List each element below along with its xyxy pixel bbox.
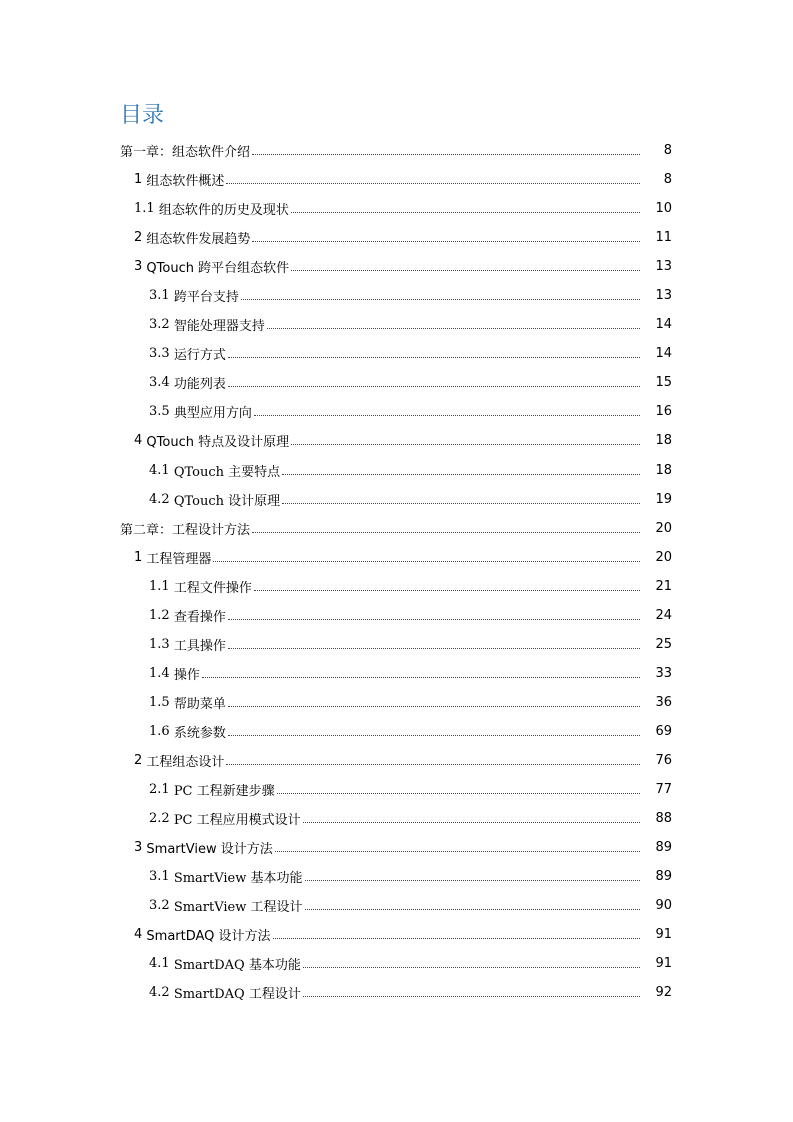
toc-entry-number: 1.5: [149, 694, 174, 710]
toc-entry-number: 3: [134, 259, 147, 275]
toc-entry-page-number[interactable]: 18: [655, 433, 672, 449]
toc-entry[interactable]: [0, 281, 793, 310]
toc-entry-page-number[interactable]: 77: [655, 782, 672, 798]
toc-entry-page-number[interactable]: 16: [655, 404, 672, 420]
toc-entry[interactable]: [0, 426, 793, 455]
toc-entry[interactable]: [0, 572, 793, 601]
toc-entry-page-number[interactable]: 89: [655, 840, 672, 856]
toc-entry-number: 1: [134, 172, 147, 188]
toc-entry-number: 1.1: [134, 201, 159, 217]
dot-leader: [273, 938, 640, 939]
toc-entry-number: 1: [134, 549, 147, 565]
toc-entry-page-number[interactable]: 92: [655, 985, 672, 1001]
dot-leader: [228, 619, 640, 620]
toc-entry[interactable]: [0, 601, 793, 630]
toc-entry[interactable]: [0, 688, 793, 717]
toc-entry-number: 3.1: [149, 869, 174, 885]
toc-entry-label[interactable]: 第二章：工程设计方法: [120, 522, 251, 538]
toc-entry[interactable]: [0, 368, 793, 397]
toc-title: 目录: [120, 103, 165, 128]
toc-entry-number: 1.6: [149, 723, 174, 739]
dot-leader: [228, 706, 640, 707]
toc-entry[interactable]: [0, 833, 793, 862]
dot-leader: [275, 851, 640, 852]
toc-entry-page-number[interactable]: 76: [655, 753, 672, 768]
toc-entry-number: 1.2: [149, 607, 174, 623]
toc-entry-label[interactable]: 运行方式: [173, 348, 226, 364]
dot-leader: [228, 386, 640, 387]
toc-entry-page-number[interactable]: 88: [655, 811, 672, 827]
toc-entry-number: 1.4: [149, 665, 174, 681]
toc-entry-label[interactable]: SmartDAQ 设计方法: [146, 929, 271, 945]
toc-entry-label[interactable]: 智能处理器支持: [173, 319, 265, 335]
toc-entry[interactable]: [0, 891, 793, 920]
toc-entry[interactable]: [0, 659, 793, 688]
toc-entry[interactable]: [0, 746, 793, 775]
toc-entry-page-number[interactable]: 14: [655, 317, 672, 333]
toc-entry-label[interactable]: 组态软件发展趋势: [146, 232, 251, 248]
toc-entry-page-number[interactable]: 24: [655, 607, 672, 623]
toc-entry[interactable]: [0, 485, 793, 514]
dot-leader: [277, 793, 640, 794]
toc-entry-number: 4.1: [149, 956, 174, 972]
toc-entry-label[interactable]: 工程管理器: [146, 551, 212, 567]
toc-entry-number: 3.4: [149, 375, 174, 391]
dot-leader: [226, 183, 640, 184]
toc-entry[interactable]: [0, 252, 793, 281]
toc-entry[interactable]: [0, 804, 793, 833]
toc-entry-label[interactable]: 操作: [173, 667, 200, 683]
toc-entry-number: 3.3: [149, 346, 174, 362]
toc-entry-page-number[interactable]: 20: [655, 520, 672, 536]
dot-leader: [282, 503, 640, 504]
toc-entry-number: 2.1: [149, 782, 174, 798]
toc-entry-label[interactable]: 工具操作: [173, 638, 226, 654]
toc-entry-label[interactable]: 系统参数: [173, 725, 226, 741]
toc-entry-number: 4.2: [149, 985, 174, 1001]
toc-entry-label[interactable]: 工程组态设计: [146, 755, 225, 770]
toc-entry-page-number[interactable]: 91: [655, 927, 672, 943]
toc-entry-page-number[interactable]: 20: [655, 549, 672, 565]
dot-leader: [303, 967, 640, 968]
toc-entry-page-number[interactable]: 18: [655, 462, 672, 478]
dot-leader: [202, 677, 640, 678]
dot-leader: [228, 357, 640, 358]
toc-entry-label[interactable]: QTouch 设计原理: [173, 493, 281, 509]
toc-entry-label[interactable]: 第一章：组态软件介绍: [120, 145, 251, 161]
toc-entry-label[interactable]: SmartView 基本功能: [173, 871, 303, 887]
toc-entry-page-number[interactable]: 69: [655, 723, 672, 739]
toc-entry-label[interactable]: 功能列表: [173, 377, 226, 393]
toc-entry-number: 1.3: [149, 636, 174, 652]
toc-entry-label[interactable]: SmartDAQ 工程设计: [173, 987, 301, 1003]
dot-leader: [303, 996, 640, 997]
toc-entry[interactable]: [0, 630, 793, 659]
toc-entry-page-number[interactable]: 14: [655, 346, 672, 362]
toc-entry-label[interactable]: QTouch 主要特点: [173, 464, 281, 480]
toc-entry-label[interactable]: SmartView 工程设计: [173, 900, 303, 916]
toc-entry[interactable]: [0, 543, 793, 572]
toc-entry[interactable]: [0, 194, 793, 223]
toc-entry-page-number[interactable]: 11: [655, 230, 672, 246]
toc-entry[interactable]: [0, 223, 793, 252]
toc-entry-page-number[interactable]: 19: [655, 491, 672, 507]
dot-leader: [228, 735, 640, 736]
toc-entry[interactable]: [0, 456, 793, 485]
dot-leader: [213, 561, 640, 562]
toc-entry[interactable]: [0, 949, 793, 978]
toc-entry-page-number[interactable]: 13: [655, 259, 672, 275]
toc-entry-number: 3: [134, 840, 147, 856]
dot-leader: [291, 444, 640, 445]
dot-leader: [303, 822, 640, 823]
toc-entry[interactable]: [0, 862, 793, 891]
toc-entry-number: 2: [134, 753, 147, 768]
dot-leader: [254, 590, 640, 591]
toc-entry-number: 1.1: [149, 578, 174, 594]
toc-entry-label[interactable]: QTouch 跨平台组态软件: [146, 261, 290, 277]
toc-entry-label[interactable]: SmartDAQ 基本功能: [173, 958, 301, 974]
toc-entry[interactable]: [0, 775, 793, 804]
toc-entry-number: 4: [134, 433, 147, 449]
toc-entry-label[interactable]: SmartView 设计方法: [146, 842, 273, 858]
toc-entry-page-number[interactable]: 33: [655, 665, 672, 681]
toc-entry-label[interactable]: 工程文件操作: [173, 580, 252, 596]
dot-leader: [228, 648, 640, 649]
toc-entry[interactable]: [0, 397, 793, 426]
toc-entry-number: 3.5: [149, 404, 174, 420]
toc-entry-page-number[interactable]: 36: [655, 694, 672, 710]
toc-entry-number: 3.2: [149, 898, 174, 914]
dot-leader: [291, 270, 640, 271]
toc-entry-page-number[interactable]: 89: [655, 869, 672, 885]
toc-entry[interactable]: [0, 717, 793, 746]
toc-entry-label[interactable]: PC 工程应用模式设计: [173, 813, 301, 829]
toc-entry-number: 4.1: [149, 462, 174, 478]
toc-entry-label[interactable]: PC 工程新建步骤: [173, 784, 275, 800]
toc-entry-number: 2.2: [149, 811, 174, 827]
toc-entry-label[interactable]: 帮助菜单: [173, 696, 226, 712]
dot-leader: [305, 909, 640, 910]
toc-entry-page-number[interactable]: 10: [655, 201, 672, 217]
toc-entry-label[interactable]: 典型应用方向: [173, 406, 252, 422]
toc-entry[interactable]: [0, 514, 793, 543]
toc-entry-page-number[interactable]: 8: [663, 143, 672, 159]
toc-entry-number: 4: [134, 927, 147, 943]
toc-entry[interactable]: [0, 920, 793, 949]
toc-entry-label[interactable]: 组态软件概述: [146, 174, 225, 190]
toc-entry-number: 3.1: [149, 288, 174, 304]
toc-entry-label[interactable]: QTouch 特点及设计原理: [146, 435, 290, 451]
toc-entry-page-number[interactable]: 13: [655, 288, 672, 304]
toc-entry-page-number[interactable]: 15: [655, 375, 672, 391]
toc-entry-page-number[interactable]: 8: [663, 172, 672, 188]
dot-leader: [267, 328, 640, 329]
toc-entry-number: 3.2: [149, 317, 174, 333]
dot-leader: [252, 154, 640, 155]
dot-leader: [241, 299, 640, 300]
toc-entry-number: 2: [134, 230, 147, 246]
dot-leader: [254, 415, 640, 416]
dot-leader: [252, 241, 640, 242]
toc-entry-page-number[interactable]: 25: [655, 636, 672, 652]
toc-entry-label[interactable]: 查看操作: [173, 609, 226, 625]
toc-entry-page-number[interactable]: 21: [655, 578, 672, 594]
toc-entry[interactable]: [0, 136, 793, 165]
dot-leader: [282, 474, 640, 475]
toc-entry[interactable]: [0, 165, 793, 194]
dot-leader: [226, 764, 640, 765]
toc-entry[interactable]: [0, 310, 793, 339]
toc-entry-page-number[interactable]: 90: [655, 898, 672, 914]
toc-entry-label[interactable]: 组态软件的历史及现状: [158, 203, 289, 219]
toc-entry[interactable]: [0, 978, 793, 1007]
toc-list: [0, 136, 793, 1007]
toc-entry-label[interactable]: 跨平台支持: [173, 290, 239, 306]
dot-leader: [252, 532, 640, 533]
toc-entry[interactable]: [0, 339, 793, 368]
dot-leader: [291, 212, 640, 213]
toc-entry-page-number[interactable]: 91: [655, 956, 672, 972]
dot-leader: [305, 880, 640, 881]
toc-entry-number: 4.2: [149, 491, 174, 507]
